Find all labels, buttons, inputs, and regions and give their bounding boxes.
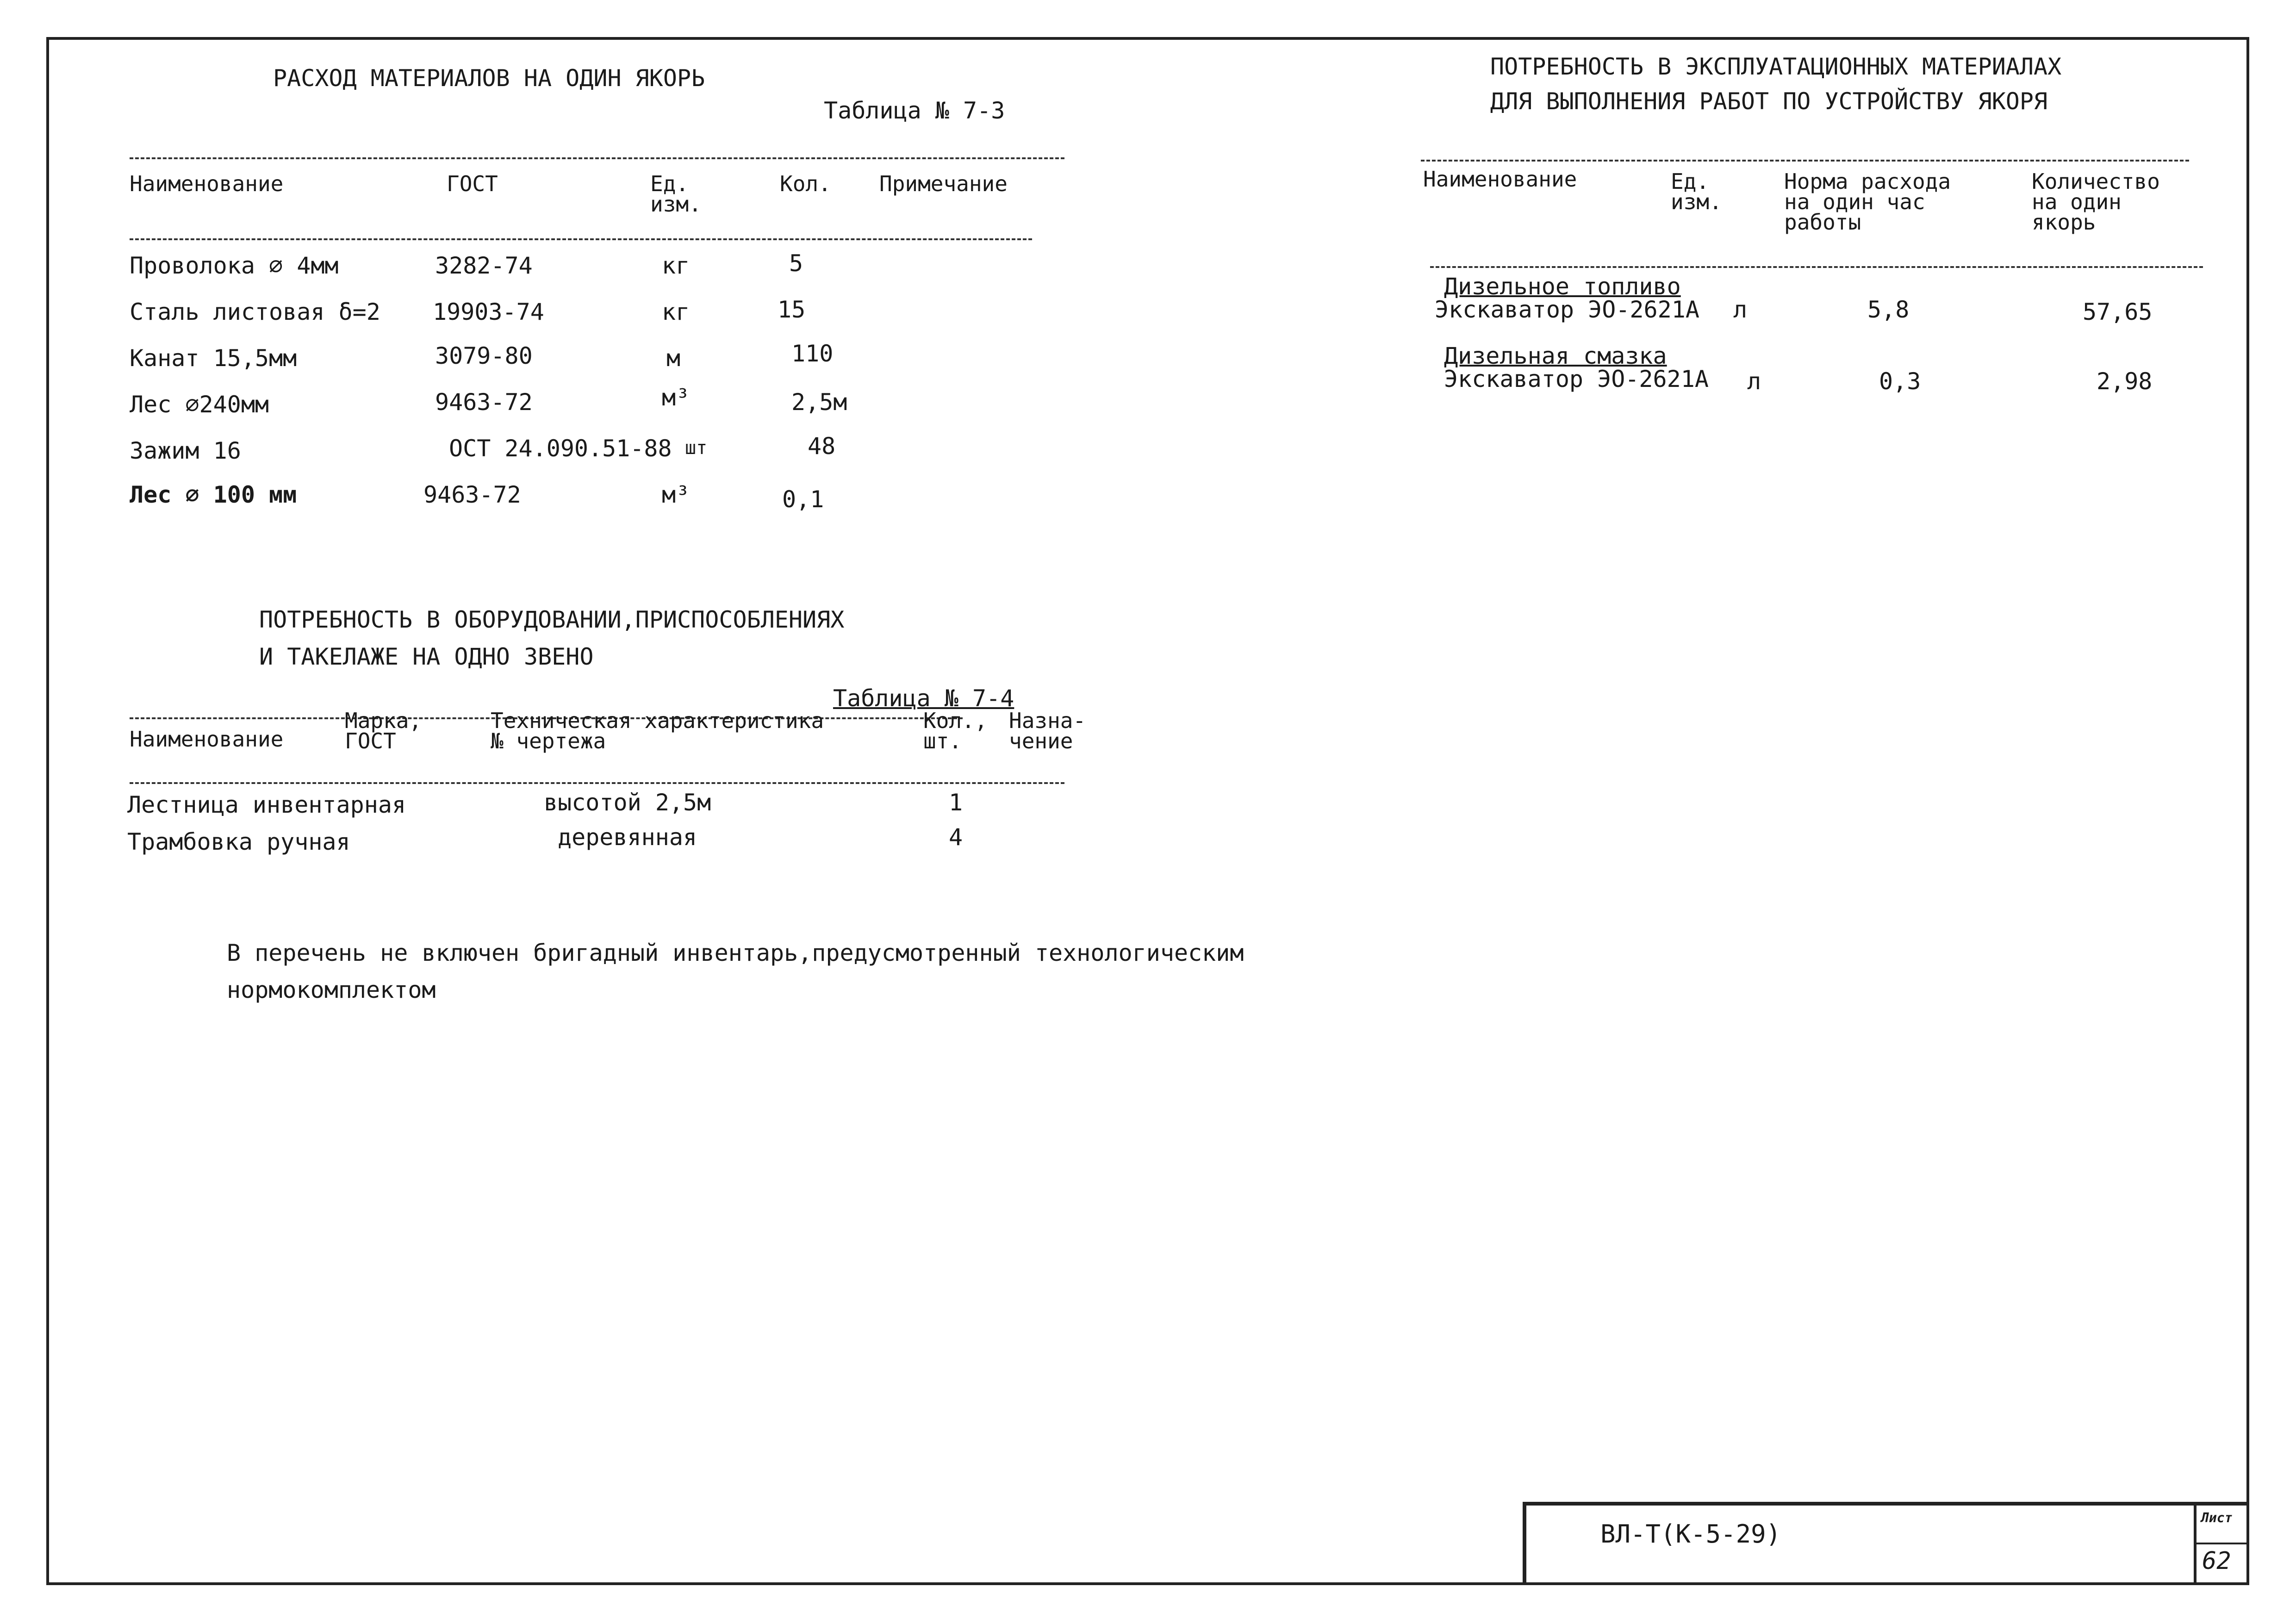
equipment-title-line2: И ТАКЕЛАЖЕ НА ОДНО ЗВЕНО xyxy=(259,643,594,670)
materials-header-rule xyxy=(130,238,1032,240)
materials-cell-unit: кг xyxy=(662,299,690,325)
materials-cell-name: Канат 15,5мм xyxy=(130,345,297,372)
materials-table-label: Таблица № 7-3 xyxy=(824,97,1005,124)
materials-cell-unit: шт xyxy=(685,437,708,459)
operational-top-rule xyxy=(1421,160,2189,162)
materials-cell-name: Зажим 16 xyxy=(130,437,241,464)
operational-header-unit: Ед. изм. xyxy=(1671,169,1722,214)
sheet-cell xyxy=(2194,1506,2249,1585)
equipment-header-rule xyxy=(130,782,1064,784)
operational-group-name: Дизельное топливо xyxy=(1444,273,1681,300)
sheet-label: Лист xyxy=(2201,1510,2233,1525)
equipment-cell-qty: 1 xyxy=(949,789,963,816)
materials-cell-qty: 110 xyxy=(791,340,834,367)
equipment-cell-name: Лестница инвентарная xyxy=(127,791,406,818)
materials-cell-qty: 48 xyxy=(808,433,836,460)
operational-cell-qty: 2,98 xyxy=(2097,368,2153,395)
document-code: ВЛ-Т(К-5-29) xyxy=(1600,1519,1781,1549)
equipment-header-purpose: Назна- чение xyxy=(1009,708,1086,753)
operational-item-name: Экскаватор ЭО-2621А xyxy=(1435,296,1699,323)
operational-cell-rate: 0,3 xyxy=(1879,368,1921,395)
note-line2: нормокомплектом xyxy=(227,977,436,1003)
operational-group-name: Дизельная смазка xyxy=(1444,342,1667,369)
equipment-table-label: Таблица № 7-4 xyxy=(833,685,1014,712)
materials-cell-qty: 0,1 xyxy=(782,486,824,513)
materials-cell-gost: 3282-74 xyxy=(435,252,533,279)
equipment-header-qty: Кол., шт. xyxy=(923,708,988,753)
materials-header-unit: Ед. изм. xyxy=(650,171,702,217)
operational-header-rate: Норма расхода на один час работы xyxy=(1784,169,1951,235)
materials-header-name: Наименование xyxy=(130,171,284,196)
equipment-cell-name: Трамбовка ручная xyxy=(127,828,350,855)
materials-cell-qty: 5 xyxy=(789,250,803,277)
materials-cell-name: Лес ∅240мм xyxy=(130,391,269,418)
materials-header-qty: Кол. xyxy=(780,171,831,196)
operational-header-name: Наименование xyxy=(1423,167,1577,192)
title-block xyxy=(1523,1502,2249,1585)
materials-cell-name: Проволока ∅ 4мм xyxy=(130,252,339,279)
materials-cell-gost: 3079-80 xyxy=(435,342,533,369)
materials-cell-unit: м xyxy=(666,345,681,372)
equipment-title-line1: ПОТРЕБНОСТЬ В ОБОРУДОВАНИИ,ПРИСПОСОБЛЕНИЯХ xyxy=(259,606,845,633)
materials-cell-name: Сталь листовая δ=2 xyxy=(130,299,380,325)
materials-cell-gost: 9463-72 xyxy=(435,389,533,416)
operational-cell-rate: 5,8 xyxy=(1867,296,1910,323)
materials-cell-unit: м³ xyxy=(662,481,690,508)
materials-cell-gost: 19903-74 xyxy=(433,299,544,325)
materials-cell-qty: 15 xyxy=(778,296,806,323)
operational-header-rule xyxy=(1430,266,2203,268)
equipment-header-mark: Марка, ГОСТ xyxy=(345,708,422,753)
materials-top-rule xyxy=(130,157,1064,159)
operational-title-line1: ПОТРЕБНОСТЬ В ЭКСПЛУАТАЦИОННЫХ МАТЕРИАЛАХ xyxy=(1490,53,2062,80)
materials-cell-unit: м³ xyxy=(662,384,690,411)
equipment-cell-qty: 4 xyxy=(949,824,963,851)
operational-item-name: Экскаватор ЭО-2621А xyxy=(1444,366,1709,392)
materials-cell-gost: ОСТ 24.090.51-88 xyxy=(449,435,672,462)
materials-header-gost: ГОСТ xyxy=(447,171,498,196)
materials-cell-name: Лес ∅ 100 мм xyxy=(130,481,297,508)
materials-header-note: Примечание xyxy=(879,171,1008,196)
operational-cell-unit: л xyxy=(1733,296,1748,323)
note-line1: В перечень не включен бригадный инвентарь,предусмотренный технологическим xyxy=(227,940,1244,966)
operational-title-line2: ДЛЯ ВЫПОЛНЕНИЯ РАБОТ ПО УСТРОЙСТВУ ЯКОРЯ xyxy=(1490,88,2048,115)
operational-header-qty: Количество на один якорь xyxy=(2032,169,2160,235)
sheet-divider xyxy=(2196,1543,2249,1544)
equipment-header-name: Наименование xyxy=(130,727,284,752)
materials-cell-unit: кг xyxy=(662,252,690,279)
operational-cell-qty: 57,65 xyxy=(2083,299,2153,325)
materials-title: РАСХОД МАТЕРИАЛОВ НА ОДИН ЯКОРЬ xyxy=(273,65,705,92)
equipment-header-spec: Техническая характеристика № чертежа xyxy=(491,708,824,753)
equipment-cell-spec: высотой 2,5м xyxy=(544,789,711,816)
materials-cell-gost: 9463-72 xyxy=(423,481,521,508)
materials-cell-qty: 2,5м xyxy=(791,389,847,416)
operational-cell-unit: л xyxy=(1747,368,1761,395)
equipment-cell-spec: деревянная xyxy=(558,824,697,851)
sheet-number: 62 xyxy=(2202,1547,2231,1575)
